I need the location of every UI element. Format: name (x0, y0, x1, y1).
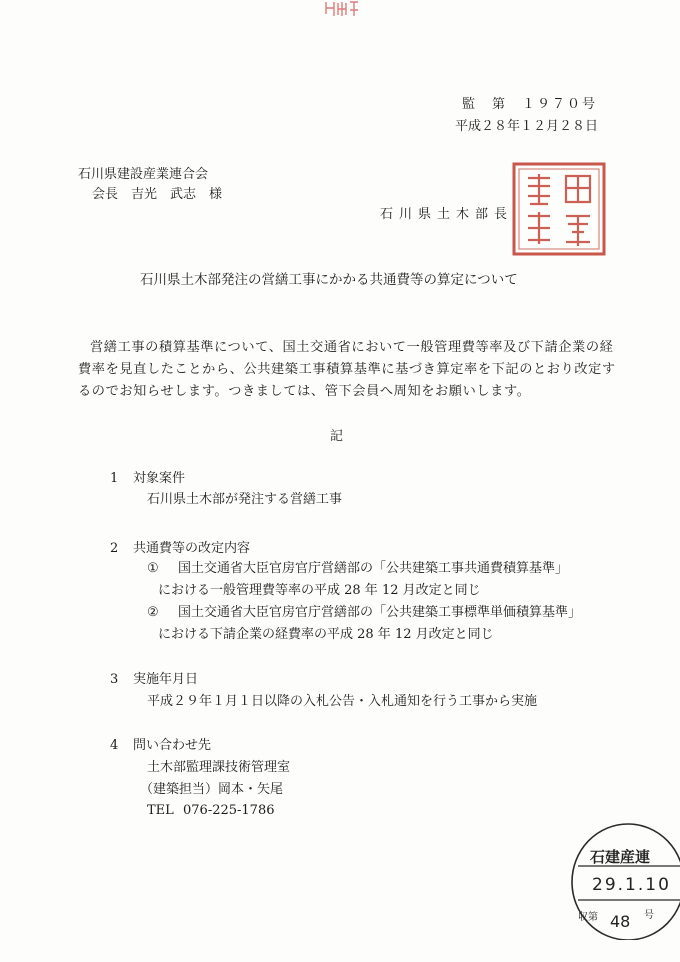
document-number: 監 第 １９７０号 (462, 97, 598, 112)
body-line-2: 費率を見直したことから、公共建築工事積算基準に基づき算定率を下記のとおり改定す (78, 362, 616, 377)
section-2-item-1-line-1: 国土交通省大臣官房官庁営繕部の「公共建築工事共通費積算基準」 (178, 561, 569, 576)
section-3-number: 3 (110, 672, 119, 687)
section-2-item-2-line-1: 国土交通省大臣官房官庁営繕部の「公共建築工事標準単価積算基準」 (178, 605, 582, 620)
document-title: 石川県土木部発注の営繕工事にかかる共通費等の算定について (140, 272, 518, 288)
official-seal (510, 160, 608, 260)
body-line-1: 営繕工事の積算基準について、国土交通省において一般管理費等率及び下請企業の経 (90, 340, 614, 355)
section-4-number: 4 (110, 738, 119, 753)
receipt-stamp-suffix: 号 (644, 910, 654, 921)
receipt-stamp-number: 48 (610, 912, 631, 931)
body-line-3: るのでお知らせします。つきましては、管下会員へ周知をお願いします。 (78, 384, 531, 399)
recipient-name: 会長 吉光 武志 様 (92, 187, 223, 202)
section-4-tel-number: 076-225-1786 (183, 803, 275, 818)
receipt-stamp-date: 29.1.10 (592, 875, 671, 895)
receipt-stamp-org: 石建産連 (590, 848, 651, 866)
ki-heading: 記 (330, 429, 344, 444)
receipt-stamp-label: 収第 (578, 912, 598, 923)
receipt-stamp (568, 822, 680, 940)
section-2-number: 2 (110, 541, 119, 556)
section-1-heading: 対象案件 (133, 471, 186, 486)
section-1-text: 石川県土木部が発注する営繕工事 (147, 492, 343, 507)
section-2-heading: 共通費等の改定内容 (133, 541, 251, 556)
section-4-heading: 問い合わせ先 (133, 738, 212, 753)
document-date: 平成２８年１２月２８日 (455, 119, 599, 134)
section-2-item-2-line-2: における下請企業の経費率の平成 28 年 12 月改定と同じ (158, 627, 494, 642)
section-4-tel-label: TEL (147, 803, 174, 818)
section-3-heading: 実施年月日 (133, 672, 199, 687)
section-1-number: 1 (110, 471, 119, 486)
header-stamp-mark (322, 0, 362, 18)
sender-name: 石川県土木部長 (380, 207, 514, 222)
section-2-item-2-mark: ② (147, 605, 159, 620)
section-2-item-1-mark: ① (147, 561, 159, 576)
section-4-contacts: （建築担当）岡本・矢尾 (140, 782, 284, 797)
section-3-text: 平成２９年１月１日以降の入札公告・入札通知を行う工事から実施 (147, 694, 538, 709)
section-4-department: 土木部監理課技術管理室 (147, 760, 291, 775)
recipient-organization: 石川県建設産業連合会 (78, 167, 209, 182)
section-2-item-1-line-2: における一般管理費等率の平成 28 年 12 月改定と同じ (158, 583, 481, 598)
